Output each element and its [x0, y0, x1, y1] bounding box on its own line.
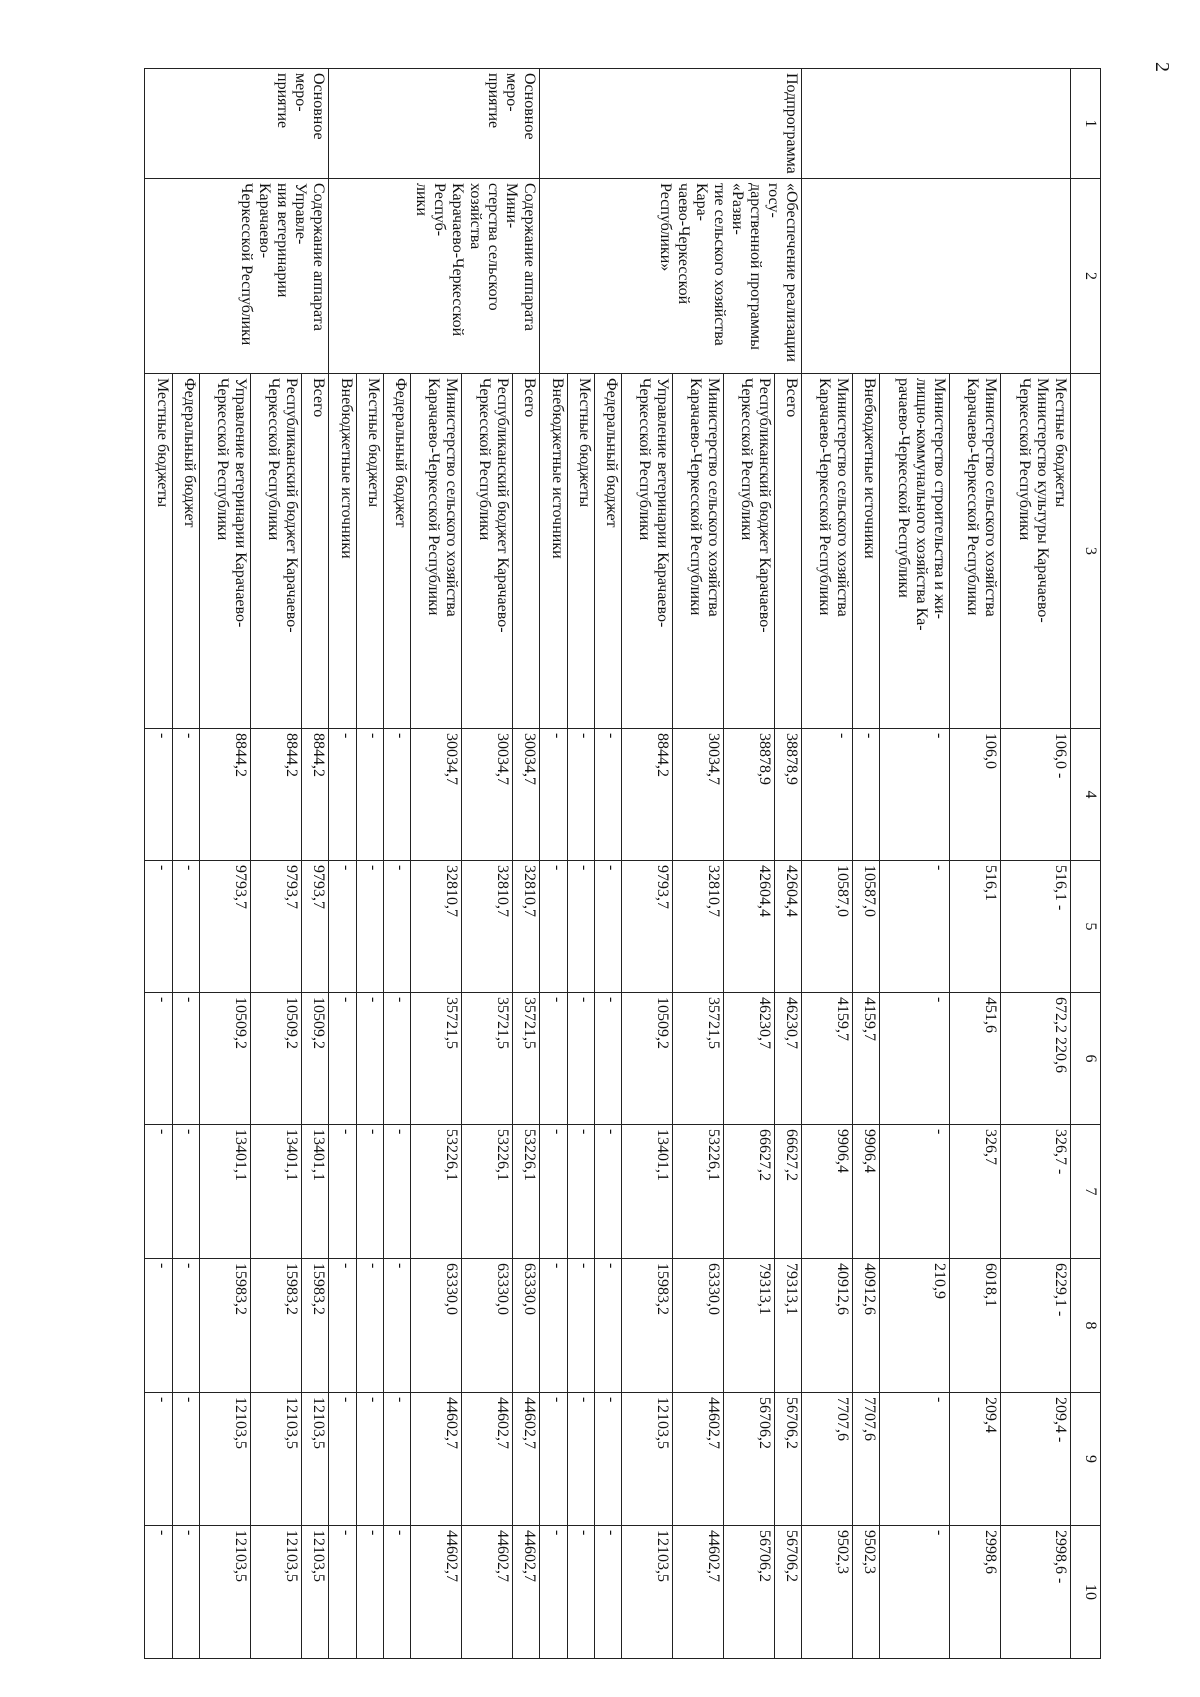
value-cell: -	[357, 1393, 384, 1526]
column-header: 5	[1071, 861, 1101, 993]
funding-source-cell: Федеральный бюджет	[595, 374, 622, 729]
value-cell: 8844,2	[200, 729, 251, 861]
value-cell: 30034,7	[411, 729, 462, 861]
value-cell: 42604,4	[775, 861, 802, 993]
value-cell: -	[329, 1526, 357, 1659]
value-cell: -	[173, 861, 200, 993]
table-body	[145, 69, 1071, 1659]
funding-source-cell: Федеральный бюджет	[173, 374, 200, 729]
value-cell: -	[880, 1125, 950, 1259]
value-cell: 44602,7	[513, 1393, 540, 1526]
value-cell: 46230,7	[775, 993, 802, 1125]
value-cell: 56706,2	[724, 1526, 775, 1659]
value-cell: -	[145, 993, 173, 1125]
value-cell: 38878,9	[775, 729, 802, 861]
value-cell: 44602,7	[411, 1393, 462, 1526]
value-cell: 42604,4	[724, 861, 775, 993]
value-cell: -	[853, 729, 880, 861]
value-cell: 2998,6 -	[1001, 1526, 1071, 1659]
value-cell: -	[880, 993, 950, 1125]
value-cell: 9906,4	[853, 1125, 880, 1259]
value-cell: 46230,7	[724, 993, 775, 1125]
funding-source-cell: Местные бюджеты	[568, 374, 595, 729]
value-cell: 6229,1 -	[1001, 1259, 1071, 1393]
value-cell: 53226,1	[411, 1125, 462, 1259]
value-cell: -	[145, 1393, 173, 1526]
program-name-cell	[802, 179, 1071, 374]
value-cell: 13401,1	[200, 1125, 251, 1259]
value-cell: -	[145, 729, 173, 861]
value-cell: -	[384, 1259, 411, 1393]
value-cell: 10509,2	[200, 993, 251, 1125]
value-cell: 44602,7	[462, 1393, 513, 1526]
column-header: 9	[1071, 1393, 1101, 1526]
funding-source-cell: Внебюджетные источники	[540, 374, 568, 729]
funding-source-cell: Местные бюджеты	[145, 374, 173, 729]
value-cell: 8844,2	[251, 729, 302, 861]
column-header: 7	[1071, 1125, 1101, 1259]
value-cell: 12103,5	[302, 1526, 329, 1659]
funding-source-cell: Всего	[302, 374, 329, 729]
value-cell: 44602,7	[673, 1393, 724, 1526]
value-cell: -	[329, 1125, 357, 1259]
funding-source-cell: Министерство сельского хозяйства Карачаево-Черкесской Республики	[950, 374, 1001, 729]
value-cell: 12103,5	[251, 1526, 302, 1659]
funding-source-cell: Внебюджетные источники	[853, 374, 880, 729]
value-cell: 12103,5	[200, 1393, 251, 1526]
value-cell: 79313,1	[775, 1259, 802, 1393]
row-type-cell: Основное меро- приятие	[145, 69, 329, 179]
value-cell: -	[173, 1393, 200, 1526]
funding-source-cell: Внебюджетные источники	[329, 374, 357, 729]
value-cell: 10509,2	[302, 993, 329, 1125]
value-cell: -	[329, 993, 357, 1125]
value-cell: 32810,7	[513, 861, 540, 993]
value-cell: 44602,7	[462, 1526, 513, 1659]
funding-source-cell: Всего	[513, 374, 540, 729]
value-cell: -	[357, 993, 384, 1125]
value-cell: 63330,0	[513, 1259, 540, 1393]
value-cell: 32810,7	[411, 861, 462, 993]
value-cell: -	[595, 1259, 622, 1393]
program-name-cell: Содержание аппарата Мини- стерства сельского хозяйства Карачаево-Черкесской Респуб- лики	[329, 179, 540, 374]
value-cell: -	[384, 861, 411, 993]
funding-source-cell: Министерство сельского хозяйства Карачаево-Черкесской Республики	[673, 374, 724, 729]
value-cell: -	[568, 861, 595, 993]
value-cell: -	[145, 1125, 173, 1259]
value-cell: 30034,7	[673, 729, 724, 861]
program-name-cell: «Обеспечение реализации госу- дарственной программы «Разви- тие сельского хозяйства Кара- чаево-Черкесской Республики»	[540, 179, 802, 374]
column-header: 4	[1071, 729, 1101, 861]
value-cell: 44602,7	[673, 1526, 724, 1659]
value-cell: -	[329, 729, 357, 861]
value-cell: 56706,2	[775, 1393, 802, 1526]
value-cell: 4159,7	[802, 993, 853, 1125]
value-cell: -	[568, 993, 595, 1125]
value-cell: -	[384, 1393, 411, 1526]
funding-source-cell: Местные бюджеты Министерство культуры Карачаево- Черкесской Республики	[1001, 374, 1071, 729]
value-cell: 12103,5	[200, 1526, 251, 1659]
value-cell: 56706,2	[775, 1526, 802, 1659]
value-cell: 10509,2	[251, 993, 302, 1125]
value-cell: -	[145, 1259, 173, 1393]
value-cell: 10587,0	[802, 861, 853, 993]
value-cell: 38878,9	[724, 729, 775, 861]
column-header: 3	[1071, 374, 1101, 729]
value-cell: 66627,2	[724, 1125, 775, 1259]
column-header: 6	[1071, 993, 1101, 1125]
funding-source-cell: Республиканский бюджет Карачаево- Черкесской Республики	[462, 374, 513, 729]
value-cell: 4159,7	[853, 993, 880, 1125]
value-cell: -	[595, 993, 622, 1125]
value-cell: -	[568, 1526, 595, 1659]
value-cell: -	[384, 1125, 411, 1259]
value-cell: -	[173, 1125, 200, 1259]
value-cell: -	[173, 729, 200, 861]
value-cell: -	[357, 1259, 384, 1393]
value-cell: -	[595, 1526, 622, 1659]
funding-source-cell: Федеральный бюджет	[384, 374, 411, 729]
value-cell: 209,4	[950, 1393, 1001, 1526]
value-cell: -	[540, 1125, 568, 1259]
value-cell: 106,0 -	[1001, 729, 1071, 861]
value-cell: 63330,0	[462, 1259, 513, 1393]
value-cell: -	[384, 993, 411, 1125]
value-cell: 516,1 -	[1001, 861, 1071, 993]
value-cell: 13401,1	[622, 1125, 673, 1259]
funding-source-cell: Министерство сельского хозяйства Карачаево-Черкесской Республики	[802, 374, 853, 729]
value-cell: 15983,2	[622, 1259, 673, 1393]
funding-source-cell: Республиканский бюджет Карачаево- Черкесской Республики	[724, 374, 775, 729]
row-type-cell: Подпрограмма	[540, 69, 802, 179]
value-cell: -	[357, 1125, 384, 1259]
value-cell: 56706,2	[724, 1393, 775, 1526]
value-cell: 63330,0	[673, 1259, 724, 1393]
value-cell: 7707,6	[802, 1393, 853, 1526]
table-row	[513, 69, 540, 1659]
value-cell: -	[145, 1526, 173, 1659]
value-cell: -	[329, 1259, 357, 1393]
value-cell: -	[540, 1393, 568, 1526]
value-cell: -	[357, 729, 384, 861]
value-cell: 30034,7	[513, 729, 540, 861]
value-cell: 6018,1	[950, 1259, 1001, 1393]
value-cell: -	[173, 1259, 200, 1393]
value-cell: 12103,5	[622, 1393, 673, 1526]
value-cell: -	[173, 1526, 200, 1659]
value-cell: 9793,7	[302, 861, 329, 993]
value-cell: -	[540, 993, 568, 1125]
value-cell: -	[173, 993, 200, 1125]
value-cell: 8844,2	[302, 729, 329, 861]
value-cell: -	[595, 1125, 622, 1259]
value-cell: 35721,5	[673, 993, 724, 1125]
value-cell: 9906,4	[802, 1125, 853, 1259]
value-cell: 15983,2	[200, 1259, 251, 1393]
rotated-page	[96, 68, 1101, 1658]
funding-source-cell: Министерство строительства и жи- лищно-коммунального хозяйства Ка- рачаево-Черкесской Республики	[880, 374, 950, 729]
value-cell: 10587,0	[853, 861, 880, 993]
value-cell: -	[329, 1393, 357, 1526]
value-cell: 9502,3	[802, 1526, 853, 1659]
value-cell: -	[880, 861, 950, 993]
table-row	[1001, 69, 1071, 1659]
table-row	[775, 69, 802, 1659]
value-cell: 326,7 -	[1001, 1125, 1071, 1259]
row-type-cell	[802, 69, 1071, 179]
value-cell: 15983,2	[302, 1259, 329, 1393]
program-name-cell: Содержание аппарата Управле- ния ветеринарии Карачаево- Черкесской Республики	[145, 179, 329, 374]
value-cell: 8844,2	[622, 729, 673, 861]
value-cell: 210,9	[880, 1259, 950, 1393]
value-cell: -	[145, 861, 173, 993]
value-cell: 7707,6	[853, 1393, 880, 1526]
value-cell: 106,0	[950, 729, 1001, 861]
page-number: 2	[1151, 62, 1173, 72]
value-cell: -	[880, 1526, 950, 1659]
value-cell: -	[595, 1393, 622, 1526]
value-cell: 35721,5	[411, 993, 462, 1125]
funding-source-cell: Всего	[775, 374, 802, 729]
column-header: 8	[1071, 1259, 1101, 1393]
funding-source-cell: Министерство сельского хозяйства Карачаево-Черкесской Республики	[411, 374, 462, 729]
value-cell: -	[329, 861, 357, 993]
value-cell: 9793,7	[622, 861, 673, 993]
value-cell: 63330,0	[411, 1259, 462, 1393]
table-header-row	[1071, 69, 1101, 1659]
value-cell: -	[357, 861, 384, 993]
table-row	[302, 69, 329, 1659]
value-cell: 13401,1	[251, 1125, 302, 1259]
value-cell: 35721,5	[513, 993, 540, 1125]
value-cell: 35721,5	[462, 993, 513, 1125]
value-cell: 15983,2	[251, 1259, 302, 1393]
value-cell: 516,1	[950, 861, 1001, 993]
value-cell: 32810,7	[673, 861, 724, 993]
value-cell: 44602,7	[411, 1526, 462, 1659]
value-cell: 672,2 220,6	[1001, 993, 1071, 1125]
value-cell: -	[802, 729, 853, 861]
value-cell: 12103,5	[622, 1526, 673, 1659]
value-cell: -	[568, 1259, 595, 1393]
value-cell: 30034,7	[462, 729, 513, 861]
column-header: 10	[1071, 1526, 1101, 1659]
value-cell: -	[880, 729, 950, 861]
funding-source-cell: Управление ветеринарии Карачаево- Черкесской Республики	[200, 374, 251, 729]
column-header: 1	[1071, 69, 1101, 179]
value-cell: 32810,7	[462, 861, 513, 993]
value-cell: 451,6	[950, 993, 1001, 1125]
value-cell: -	[540, 1259, 568, 1393]
value-cell: 79313,1	[724, 1259, 775, 1393]
value-cell: 53226,1	[673, 1125, 724, 1259]
budget-table	[144, 68, 1101, 1659]
value-cell: -	[568, 1125, 595, 1259]
value-cell: -	[384, 729, 411, 861]
value-cell: -	[568, 1393, 595, 1526]
value-cell: 326,7	[950, 1125, 1001, 1259]
value-cell: -	[595, 729, 622, 861]
value-cell: 10509,2	[622, 993, 673, 1125]
column-header: 2	[1071, 179, 1101, 374]
funding-source-cell: Местные бюджеты	[357, 374, 384, 729]
row-type-cell: Основное меро- приятие	[329, 69, 540, 179]
value-cell: -	[540, 729, 568, 861]
value-cell: 12103,5	[251, 1393, 302, 1526]
value-cell: 53226,1	[513, 1125, 540, 1259]
funding-source-cell: Управление ветеринарии Карачаево- Черкесской Республики	[622, 374, 673, 729]
value-cell: -	[540, 1526, 568, 1659]
value-cell: 9793,7	[251, 861, 302, 993]
value-cell: -	[384, 1526, 411, 1659]
value-cell: 12103,5	[302, 1393, 329, 1526]
value-cell: 209,4 -	[1001, 1393, 1071, 1526]
value-cell: -	[357, 1526, 384, 1659]
value-cell: -	[540, 861, 568, 993]
value-cell: 9793,7	[200, 861, 251, 993]
funding-source-cell: Республиканский бюджет Карачаево- Черкесской Республики	[251, 374, 302, 729]
value-cell: 13401,1	[302, 1125, 329, 1259]
value-cell: 9502,3	[853, 1526, 880, 1659]
value-cell: 66627,2	[775, 1125, 802, 1259]
value-cell: 44602,7	[513, 1526, 540, 1659]
value-cell: 53226,1	[462, 1125, 513, 1259]
value-cell: 2998,6	[950, 1526, 1001, 1659]
value-cell: -	[880, 1393, 950, 1526]
value-cell: 40912,6	[853, 1259, 880, 1393]
value-cell: -	[568, 729, 595, 861]
value-cell: -	[595, 861, 622, 993]
value-cell: 40912,6	[802, 1259, 853, 1393]
